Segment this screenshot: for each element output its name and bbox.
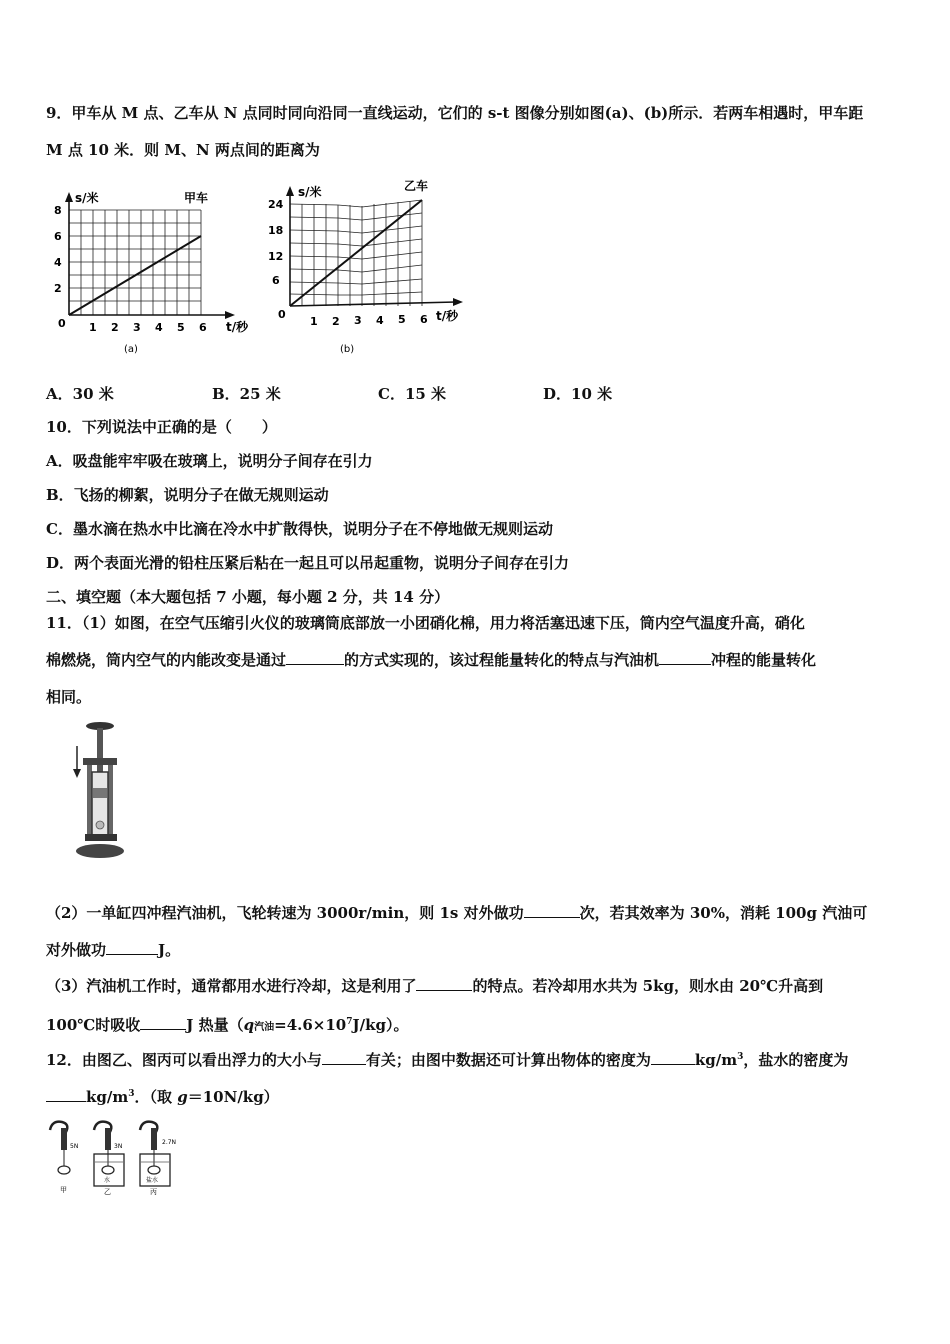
q11-blank-2[interactable] [659,650,711,665]
figure-b-xtick: 1 [310,315,318,328]
q11-p2-part3: 对外做功 [46,941,107,959]
q11-p3-part3: 100℃时吸收 [46,1016,141,1034]
figure-b-ytick: 24 [268,198,284,211]
q-value: =4.6×10 [274,1016,347,1034]
g-symbol: g [177,1088,188,1106]
q12-part4: ．（取 [134,1088,178,1106]
label-saltwater: 盐水 [146,1177,159,1184]
q12-blank-2[interactable] [651,1050,695,1065]
q9-line1: 9．甲车从 M 点、乙车从 N 点同时同向沿同一直线运动，它们的 s-t 图像分别如图(a)、(b)所示．若两车相遇时，甲车距 [46,104,864,122]
q9-option-b: B．25 米 [212,385,281,403]
q11-blank-6[interactable] [140,1015,186,1030]
q10-option-a: A．吸盘能牢牢吸在玻璃上，说明分子间存在引力 [46,452,373,470]
q10-option-c: C．墨水滴在热水中比滴在冷水中扩散得快，说明分子在不停地做无规则运动 [46,520,553,538]
q11-p3-line1 [46,976,823,996]
figure-a-caption: (a) [124,344,138,355]
q10-stem: 10．下列说法中正确的是（ ） [46,418,277,436]
figure-a-ytick: 2 [54,282,62,295]
q12-part5: ＝10N/kg） [187,1088,279,1106]
figure-b-xlabel: t/秒 [436,309,459,323]
figure-b-xtick: 4 [376,314,384,327]
figure-b-ytick: 18 [268,224,284,237]
q12-line1 [46,1047,848,1070]
q9-option-d: D．10 米 [543,385,613,403]
q11-p3-part1: （3）汽油机工作时，通常都用水进行冷却，这是利用了 [46,977,417,995]
label-3n: 3N [114,1143,123,1150]
q11-blank-1[interactable] [286,650,344,665]
figure-b-ytick: 12 [268,250,284,263]
figure-a-x-arrow [225,311,235,319]
figure-a-xtick: 6 [199,321,207,334]
section2-title: 二、填空题（本大题包括 7 小题，每小题 2 分，共 14 分） [46,588,450,606]
q-unit: J/kg）。 [352,1016,409,1034]
q11-line2-part1: 棉燃烧，筒内空气的内能改变是通过 [46,651,287,669]
figure-b-xtick: 3 [354,314,362,327]
figure-b-xtick: 2 [332,315,340,328]
q12-unit-1: kg/m [694,1051,738,1069]
label-jia: 甲 [60,1186,67,1194]
figure-b-caption: (b) [340,344,355,355]
label-water: 水 [104,1177,111,1184]
q-exponent: 7 [346,1017,353,1027]
figure-a-name: 甲车 [184,191,209,205]
q11-p3-part4: J 热量（ [186,1016,244,1034]
figure-b-xtick: 5 [398,313,406,326]
q11-p2-part1: （2）一单缸四冲程汽油机，飞轮转速为 3000r/min，则 1s 对外做功 [46,904,524,922]
q11-p3-line2 [46,1012,408,1038]
figure-a-xtick: 5 [177,321,185,334]
figure-b-ytick: 6 [272,274,280,287]
q11-blank-5[interactable] [416,976,472,991]
figure-b-xtick: 6 [420,313,428,326]
figure-a-xtick: 3 [133,321,141,334]
figure-a-ylabel: s/米 [75,191,99,205]
q11-line2-part3: 冲程的能量转化 [711,651,817,669]
air-compression-igniter-figure [66,718,130,864]
q-subscript: 汽油 [254,1022,275,1033]
figure-b-data-line [290,200,422,306]
figure-a-xtick: 4 [155,321,163,334]
figure-a-xlabel: t/秒 [226,320,249,334]
q11-p2-part2: 次，若其效率为 30%，消耗 100g 汽油可 [579,904,868,922]
q-symbol: q [243,1016,255,1034]
figure-a-xtick: 2 [111,321,119,334]
figure-b-origin: 0 [278,308,286,321]
figure-a-xtick: 1 [89,321,97,334]
figure-a-st-graph [44,180,264,360]
q12-part1: 12．由图乙、图丙可以看出浮力的大小与 [46,1051,322,1069]
q11-p2-line1 [46,903,867,923]
q11-blank-4[interactable] [106,940,158,955]
q11-p2-part4: J。 [158,941,181,959]
q11-blank-3[interactable] [524,903,580,918]
q12-exp-1: 3 [737,1052,744,1062]
label-5n: 5N [70,1143,79,1150]
q12-unit-2: kg/m [86,1088,129,1106]
q12-exp-2: 3 [128,1089,135,1099]
figure-b-x-axis [290,302,456,306]
label-2-7n: 2.7N [162,1139,177,1146]
figure-a-origin: 0 [58,317,66,330]
q12-blank-1[interactable] [322,1050,366,1065]
q12-part2: 有关；由图中数据还可计算出物体的密度为 [365,1051,651,1069]
figure-a-ytick: 6 [54,230,62,243]
figure-b-y-arrow [286,186,294,196]
label-yi: 乙 [104,1188,111,1196]
figure-b-ylabel: s/米 [298,185,322,199]
q10-option-d: D．两个表面光滑的铅柱压紧后粘在一起且可以吊起重物，说明分子间存在引力 [46,554,570,572]
q11-line2-part2: 的方式实现的，该过程能量转化的特点与汽油机 [344,651,660,669]
label-bing: 丙 [150,1188,157,1196]
figure-a-ytick: 8 [54,204,62,217]
figure-a-grid [69,210,201,315]
q9-option-a: A．30 米 [46,385,114,403]
figure-a-y-arrow [65,192,73,202]
q11-line2 [46,650,816,670]
q12-part3: ，盐水的密度为 [743,1051,849,1069]
q9-line2: M 点 10 米．则 M、N 两点间的距离为 [46,141,320,159]
figure-a-data-line [69,236,201,315]
q12-line2 [46,1084,279,1107]
figure-b-st-graph [266,174,476,360]
q11-line1: 11．（1）如图，在空气压缩引火仪的玻璃筒底部放一小团硝化棉，用力将活塞迅速下压，筒内空气温度升高，硝化 [46,614,805,632]
figure-a-ytick: 4 [54,256,62,269]
figure-b-x-arrow [453,298,463,306]
q9-option-c: C．15 米 [378,385,447,403]
q11-p2-line2 [46,940,180,960]
q12-blank-3[interactable] [46,1087,86,1102]
figure-b-name: 乙车 [404,179,429,193]
q11-line3: 相同。 [46,688,92,706]
q11-p3-part2: 的特点。若冷却用水共为 5kg，则水由 20℃升高到 [472,977,824,995]
buoyancy-experiment-figure [44,1116,190,1196]
q10-option-b: B．飞扬的柳絮，说明分子在做无规则运动 [46,486,329,504]
